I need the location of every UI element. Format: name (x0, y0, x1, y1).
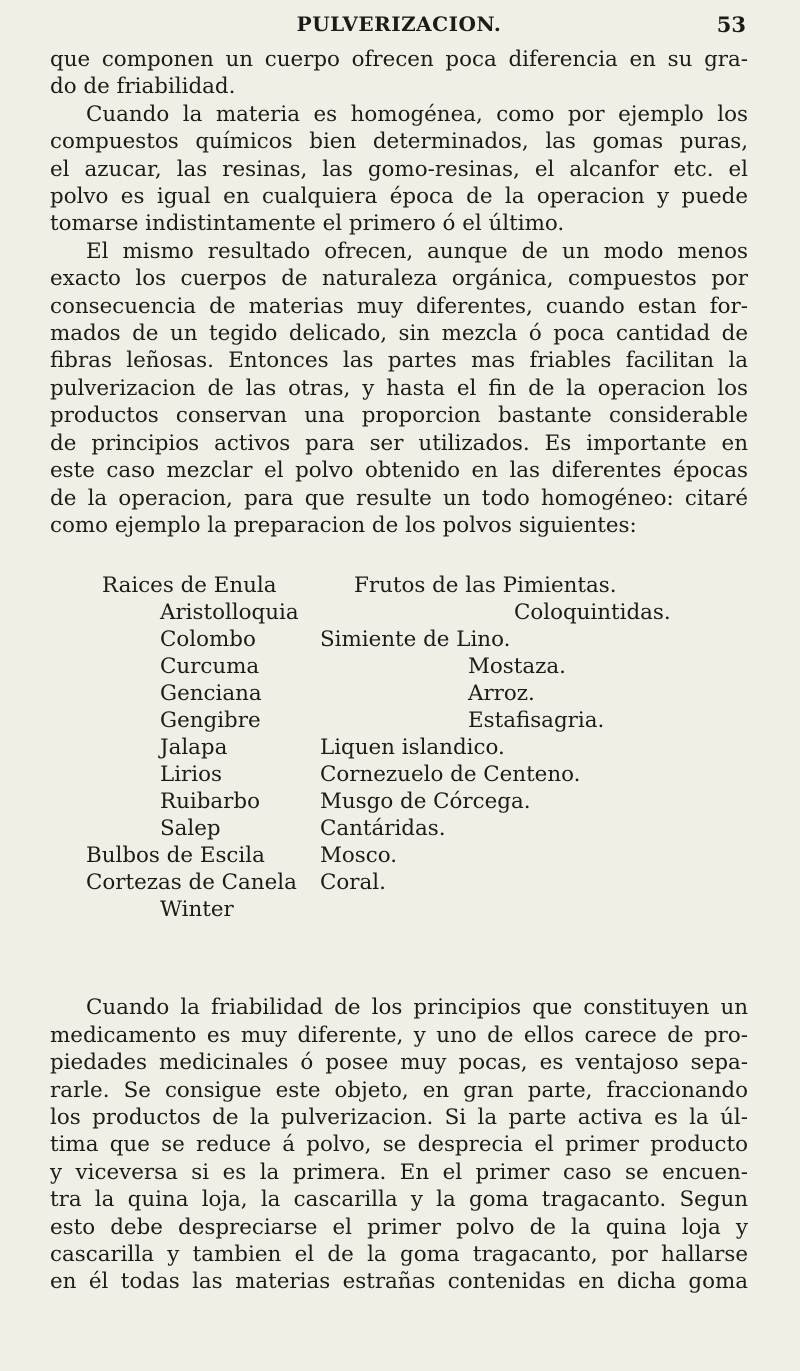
list-item: Mostaza. (468, 654, 566, 680)
text-line: tima que se reduce á polvo, se desprecia el primer producto (50, 1132, 748, 1158)
list-item-winter: Winter (160, 897, 234, 923)
list-item-bulbos: Bulbos de Escila (86, 843, 265, 869)
text-line: que componen un cuerpo ofrecen poca diferencia en su gra- (50, 47, 748, 72)
text-line: y viceversa si es la primera. En el primer caso se encuen- (50, 1159, 748, 1185)
text-line: El mismo resultado ofrecen, aunque de un modo menos (86, 238, 748, 264)
list-item: Coloquintidas. (514, 600, 671, 626)
powders-list (50, 572, 748, 972)
text-line: do de friabilidad. (50, 74, 236, 100)
list-item: Coral. (320, 870, 386, 896)
list-heading-raices: Raices de Enula (102, 573, 277, 599)
list-item: Jalapa (160, 735, 228, 761)
list-item: Curcuma (160, 654, 260, 680)
list-item: Estafisagria. (468, 708, 605, 734)
text-line: consecuencia de materias muy diferentes, cuando estan for- (50, 293, 748, 319)
text-line: como ejemplo la preparacion de los polvos siguientes: (50, 512, 637, 538)
list-item: Cornezuelo de Centeno. (320, 762, 581, 788)
text-line: rarle. Se consigue este objeto, en gran parte, fraccionando (50, 1077, 748, 1103)
text-line: en él todas las materias estrañas contenidas en dicha goma (50, 1269, 748, 1295)
text-line: Cuando la friabilidad de los principios que constituyen un (86, 995, 748, 1021)
text-line: fibras leñosas. Entonces las partes mas friables facilitan la (50, 348, 748, 374)
text-line: tra la quina loja, la cascarilla y la goma tragacanto. Segun (50, 1187, 748, 1213)
list-item-cortezas: Cortezas de Canela (86, 870, 297, 896)
list-heading-frutos: Frutos de las Pimientas. (354, 573, 617, 599)
text-line: polvo es igual en cualquiera época de la operacion y puede (50, 184, 748, 210)
list-item: Liquen islandico. (320, 735, 505, 761)
page-number: 53 (716, 12, 746, 37)
list-item: Salep (160, 816, 221, 842)
text-line: los productos de la pulverizacion. Si la parte activa es la úl- (50, 1104, 748, 1130)
paragraph-friabilidad (50, 46, 748, 539)
list-item: Arroz. (468, 681, 535, 707)
text-line: de principios activos para ser utilizados. Es importante en (50, 430, 748, 456)
text-line: cascarilla y tambien el de la goma tragacanto, por hallarse (50, 1241, 748, 1267)
paragraph-separacion (50, 994, 748, 1295)
text-line: esto debe despreciarse el primer polvo de la quina loja y (50, 1214, 748, 1240)
text-line: productos conservan una proporcion bastante considerable (50, 403, 748, 429)
text-line: tomarse indistintamente el primero ó el último. (50, 211, 565, 237)
text-line: medicamento es muy diferente, y uno de ellos carece de pro- (50, 1022, 748, 1048)
list-item: Mosco. (320, 843, 398, 869)
list-item: Simiente de Lino. (320, 627, 511, 653)
text-line: compuestos químicos bien determinados, las gomas puras, (50, 129, 748, 155)
text-line: de la operacion, para que resulte un todo homogéneo: citaré (50, 485, 748, 511)
list-item: Aristolloquia (160, 600, 299, 626)
list-item: Lirios (160, 762, 222, 788)
text-line: piedades medicinales ó posee muy pocas, es ventajoso sepa- (50, 1050, 748, 1076)
text-line: el azucar, las resinas, las gomo-resinas, el alcanfor etc. el (50, 156, 748, 182)
list-item: Colombo (160, 627, 256, 653)
text-line: mados de un tegido delicado, sin mezcla ó poca cantidad de (50, 321, 748, 347)
list-item: Genciana (160, 681, 262, 707)
list-item: Ruibarbo (160, 789, 260, 815)
running-title: PULVERIZACION. (296, 12, 502, 36)
text-line: exacto los cuerpos de naturaleza orgánica, compuestos por (50, 266, 748, 292)
list-item: Musgo de Córcega. (320, 789, 531, 815)
text-line: Cuando la materia es homogénea, como por ejemplo los (86, 101, 748, 127)
text-line: este caso mezclar el polvo obtenido en las diferentes épocas (50, 458, 748, 484)
running-head (50, 0, 748, 46)
list-item: Gengibre (160, 708, 261, 734)
text-line: pulverizacion de las otras, y hasta el fin de la operacion los (50, 375, 748, 401)
list-item: Cantáridas. (320, 816, 446, 842)
